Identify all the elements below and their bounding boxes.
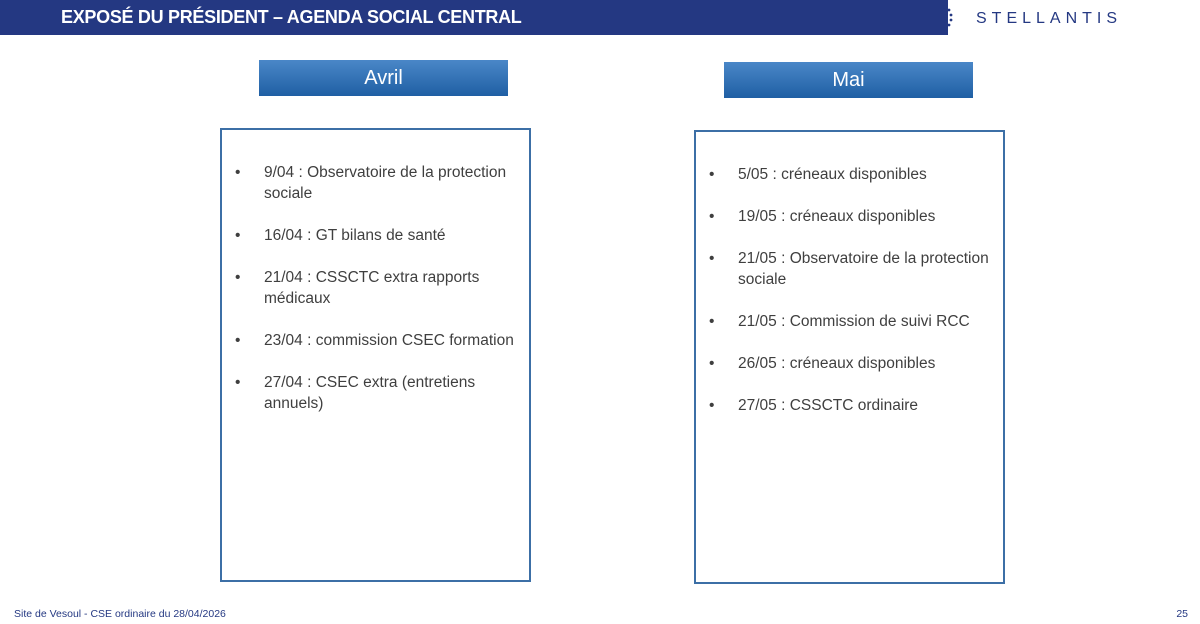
list-item: • 19/05 : créneaux disponibles bbox=[709, 208, 936, 225]
may-agenda-box bbox=[694, 130, 1005, 584]
list-item: • 21/05 : Observatoire de la protection sociale bbox=[709, 250, 989, 288]
month-tab-may: Mai bbox=[724, 62, 973, 98]
list-item: • 27/05 : CSSCTC ordinaire bbox=[709, 397, 919, 414]
list-item: • 16/04 : GT bilans de santé bbox=[235, 227, 446, 244]
may-agenda-list bbox=[698, 164, 993, 416]
month-tab-april: Avril bbox=[259, 60, 508, 96]
stellantis-logo bbox=[936, 4, 1146, 32]
list-item: • 21/05 : Commission de suivi RCC bbox=[709, 313, 970, 330]
slide-title: EXPOSÉ DU PRÉSIDENT – AGENDA SOCIAL CENTRAL bbox=[61, 7, 522, 27]
list-item: • 27/04 : CSEC extra (entretiens annuels) bbox=[235, 374, 476, 412]
page-number: 25 bbox=[1176, 608, 1188, 620]
stellantis-dots-icon bbox=[936, 4, 956, 32]
footer-caption: Site de Vesoul - CSE ordinaire du 28/04/2026 bbox=[14, 608, 226, 620]
list-item: • 26/05 : créneaux disponibles bbox=[709, 355, 936, 372]
header-bar bbox=[0, 0, 948, 35]
list-item: • 9/04 : Observatoire de la protection sociale bbox=[235, 164, 507, 202]
april-agenda-box bbox=[220, 128, 531, 582]
list-item: • 23/04 : commission CSEC formation bbox=[235, 332, 514, 349]
logo-wordmark: STELLANTIS bbox=[976, 10, 1123, 27]
list-item: • 5/05 : créneaux disponibles bbox=[709, 166, 927, 183]
list-item: • 21/04 : CSSCTC extra rapports médicaux bbox=[235, 269, 480, 307]
april-agenda-list bbox=[224, 162, 519, 414]
